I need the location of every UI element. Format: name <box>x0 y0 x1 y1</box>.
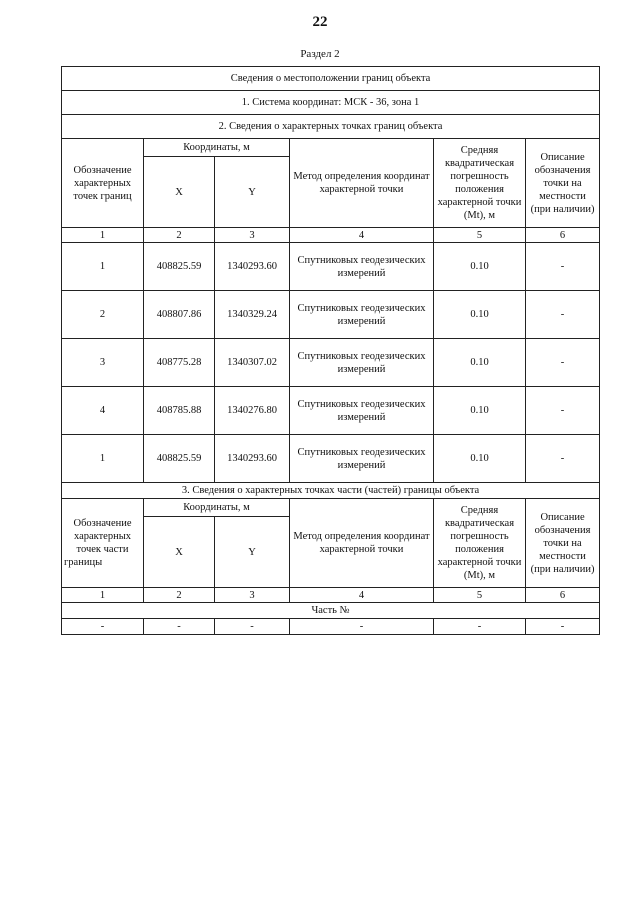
error-cell: 0.10 <box>434 339 526 387</box>
table-row <box>62 339 600 387</box>
parts-section-title: 3. Сведения о характерных точках части (частей) границы объекта <box>62 483 600 499</box>
column-number: 2 <box>144 588 215 603</box>
boundaries-table <box>61 66 600 635</box>
point-cell: 3 <box>62 339 144 387</box>
column-number: 3 <box>215 228 290 243</box>
header-x: X <box>144 157 215 228</box>
points-section-title: 2. Сведения о характерных точках границ объекта <box>62 115 600 139</box>
y-cell: 1340293.60 <box>215 435 290 483</box>
point-cell: 4 <box>62 387 144 435</box>
empty-cell: - <box>215 619 290 635</box>
x-cell: 408825.59 <box>144 243 215 291</box>
header-error: Средняя квадратическая погрешность положения характерной точки (Mt), м <box>434 139 526 228</box>
description-cell: - <box>526 339 600 387</box>
header-designation: Обозначение характерных точек границ <box>62 139 144 228</box>
y-cell: 1340293.60 <box>215 243 290 291</box>
point-cell: 1 <box>62 243 144 291</box>
y-cell: 1340307.02 <box>215 339 290 387</box>
header-y: Y <box>215 157 290 228</box>
error-cell: 0.10 <box>434 387 526 435</box>
description-cell: - <box>526 243 600 291</box>
error-cell: 0.10 <box>434 291 526 339</box>
table-row <box>62 619 600 635</box>
column-number: 3 <box>215 588 290 603</box>
parts-header-y: Y <box>215 517 290 588</box>
y-cell: 1340276.80 <box>215 387 290 435</box>
point-cell: 1 <box>62 435 144 483</box>
column-number: 4 <box>290 588 434 603</box>
parts-header-error: Средняя квадратическая погрешность положения характерной точки (Mt), м <box>434 499 526 588</box>
method-cell: Спутниковых геодезических измерений <box>290 387 434 435</box>
table-row <box>62 291 600 339</box>
method-cell: Спутниковых геодезических измерений <box>290 291 434 339</box>
column-number: 2 <box>144 228 215 243</box>
description-cell: - <box>526 291 600 339</box>
method-cell: Спутниковых геодезических измерений <box>290 435 434 483</box>
description-cell: - <box>526 387 600 435</box>
table-title: Сведения о местоположении границ объекта <box>62 67 600 91</box>
error-cell: 0.10 <box>434 435 526 483</box>
column-number: 6 <box>526 228 600 243</box>
column-number: 4 <box>290 228 434 243</box>
empty-cell: - <box>526 619 600 635</box>
y-cell: 1340329.24 <box>215 291 290 339</box>
parts-header-designation: Обозначение характерных точек части границы <box>62 499 144 588</box>
parts-header-description: Описание обозначения точки на местности (при наличии) <box>526 499 600 588</box>
column-number: 1 <box>62 588 144 603</box>
page-number: 22 <box>312 14 328 30</box>
part-label: Часть № <box>62 603 600 619</box>
empty-cell: - <box>144 619 215 635</box>
error-cell: 0.10 <box>434 243 526 291</box>
x-cell: 408825.59 <box>144 435 215 483</box>
header-method: Метод определения координат характерной точки <box>290 139 434 228</box>
column-number-row <box>62 228 600 243</box>
parts-header-x: X <box>144 517 215 588</box>
empty-cell: - <box>62 619 144 635</box>
header-coordinates: Координаты, м <box>144 139 290 157</box>
table-row <box>62 435 600 483</box>
parts-column-number-row <box>62 588 600 603</box>
column-number: 1 <box>62 228 144 243</box>
x-cell: 408785.88 <box>144 387 215 435</box>
column-number: 5 <box>434 228 526 243</box>
method-cell: Спутниковых геодезических измерений <box>290 243 434 291</box>
section-title: Раздел 2 <box>300 48 340 60</box>
method-cell: Спутниковых геодезических измерений <box>290 339 434 387</box>
table-row <box>62 243 600 291</box>
parts-header-coordinates: Координаты, м <box>144 499 290 517</box>
header-description: Описание обозначения точки на местности (при наличии) <box>526 139 600 228</box>
coord-system: 1. Система координат: МСК - 36, зона 1 <box>62 91 600 115</box>
column-number: 5 <box>434 588 526 603</box>
empty-cell: - <box>434 619 526 635</box>
description-cell: - <box>526 435 600 483</box>
empty-cell: - <box>290 619 434 635</box>
x-cell: 408775.28 <box>144 339 215 387</box>
column-number: 6 <box>526 588 600 603</box>
x-cell: 408807.86 <box>144 291 215 339</box>
parts-header-method: Метод определения координат характерной точки <box>290 499 434 588</box>
point-cell: 2 <box>62 291 144 339</box>
table-row <box>62 387 600 435</box>
